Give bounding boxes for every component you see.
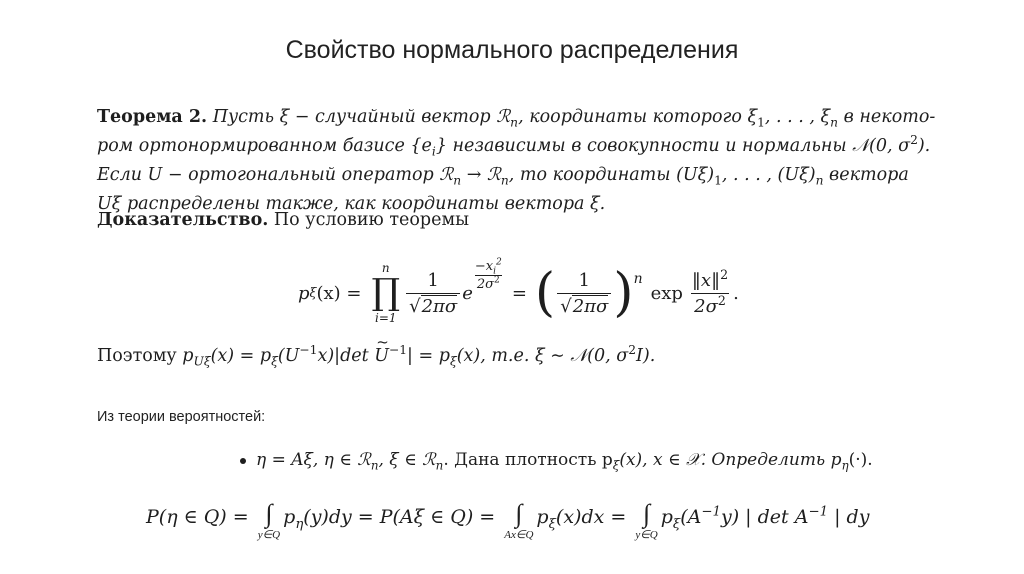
probability-formula: P(η ∈ Q) = ∫ y∈Q $p_\eta(y)dy = P(A\xi$ ∈ Q) = ∫ Ax∈Q $p_\xi(x)dx$ = ∫ y∈Q $p_\xi(A^{-1}y)$ | $\det A^{-1}$ | dy bbox=[146, 499, 870, 541]
exponent-fraction: $\frac{-x_i^2}{2\sigma^2}$ bbox=[474, 257, 502, 292]
bullet-item: η = Aξ, η ∈ ℛ$_n$, ξ ∈ ℛ$_n$. Дана плотность $p_\xi(x)$, x ∈ 𝒳. Определить $p_\eta(\cdot)$. bbox=[240, 450, 873, 470]
bullet-dot-icon bbox=[240, 458, 246, 464]
theorem-line-2: ром ортонормированном базисе $\{e_i\}$ независимы в совокупности и нормальны 𝒩(0, $\sigma^2$). bbox=[97, 133, 931, 159]
theorem-line-1: Теорема 2. Пусть ξ − случайный вектор ℛ$_n$, координаты которого $\xi_1$, . . . , $\xi_n$ в некото- bbox=[97, 107, 936, 130]
theorem-block bbox=[97, 103, 977, 219]
product-operator: n ∏ i=1 bbox=[371, 261, 401, 325]
proof-line: Доказательство. По условию теоремы bbox=[97, 210, 470, 230]
theorem-line-4: Uξ распределены также, как координаты вектора ξ. bbox=[97, 194, 606, 214]
density-formula: p ξ (x) = n ∏ i=1 $\frac{1}{√2\pi\sigma}$ e $\frac{-x_i^2}{2\sigma^2}$ = ( $\frac{1}{√2\pi\sigma}$ ) $^n$ exp $\frac{‖x‖^2}{2\sigma^2}$ . bbox=[298, 257, 739, 325]
fraction-one-over-sqrt: $\frac{1}{√2\pi\sigma}$ bbox=[406, 270, 460, 317]
norm-fraction: $\frac{‖x‖^2}{2\sigma^2}$ bbox=[691, 266, 729, 317]
therefore-line: Поэтому $p_{U\xi}(x) = p_\xi(U^{-1}x)|\det$ ~ $U^{-1}| = p_\xi(x)$, т.е. ξ ∼ 𝒩(0, $\sigma^2I$). bbox=[97, 346, 655, 366]
from-theory-label: Из теории вероятностей: bbox=[97, 409, 266, 425]
page-title: Свойство нормального распределения bbox=[285, 36, 739, 64]
integral-3: ∫ y∈Q bbox=[635, 499, 658, 541]
theorem-line-3: Если U − ортогональный оператор ℛ$_n$ → ℛ$_n$, то координаты $(U\xi)_1$, . . . , $(U\xi)_n$ вектора bbox=[97, 165, 909, 188]
integral-1: ∫ y∈Q bbox=[257, 499, 281, 541]
integral-2: ∫ Ax∈Q bbox=[504, 499, 534, 541]
